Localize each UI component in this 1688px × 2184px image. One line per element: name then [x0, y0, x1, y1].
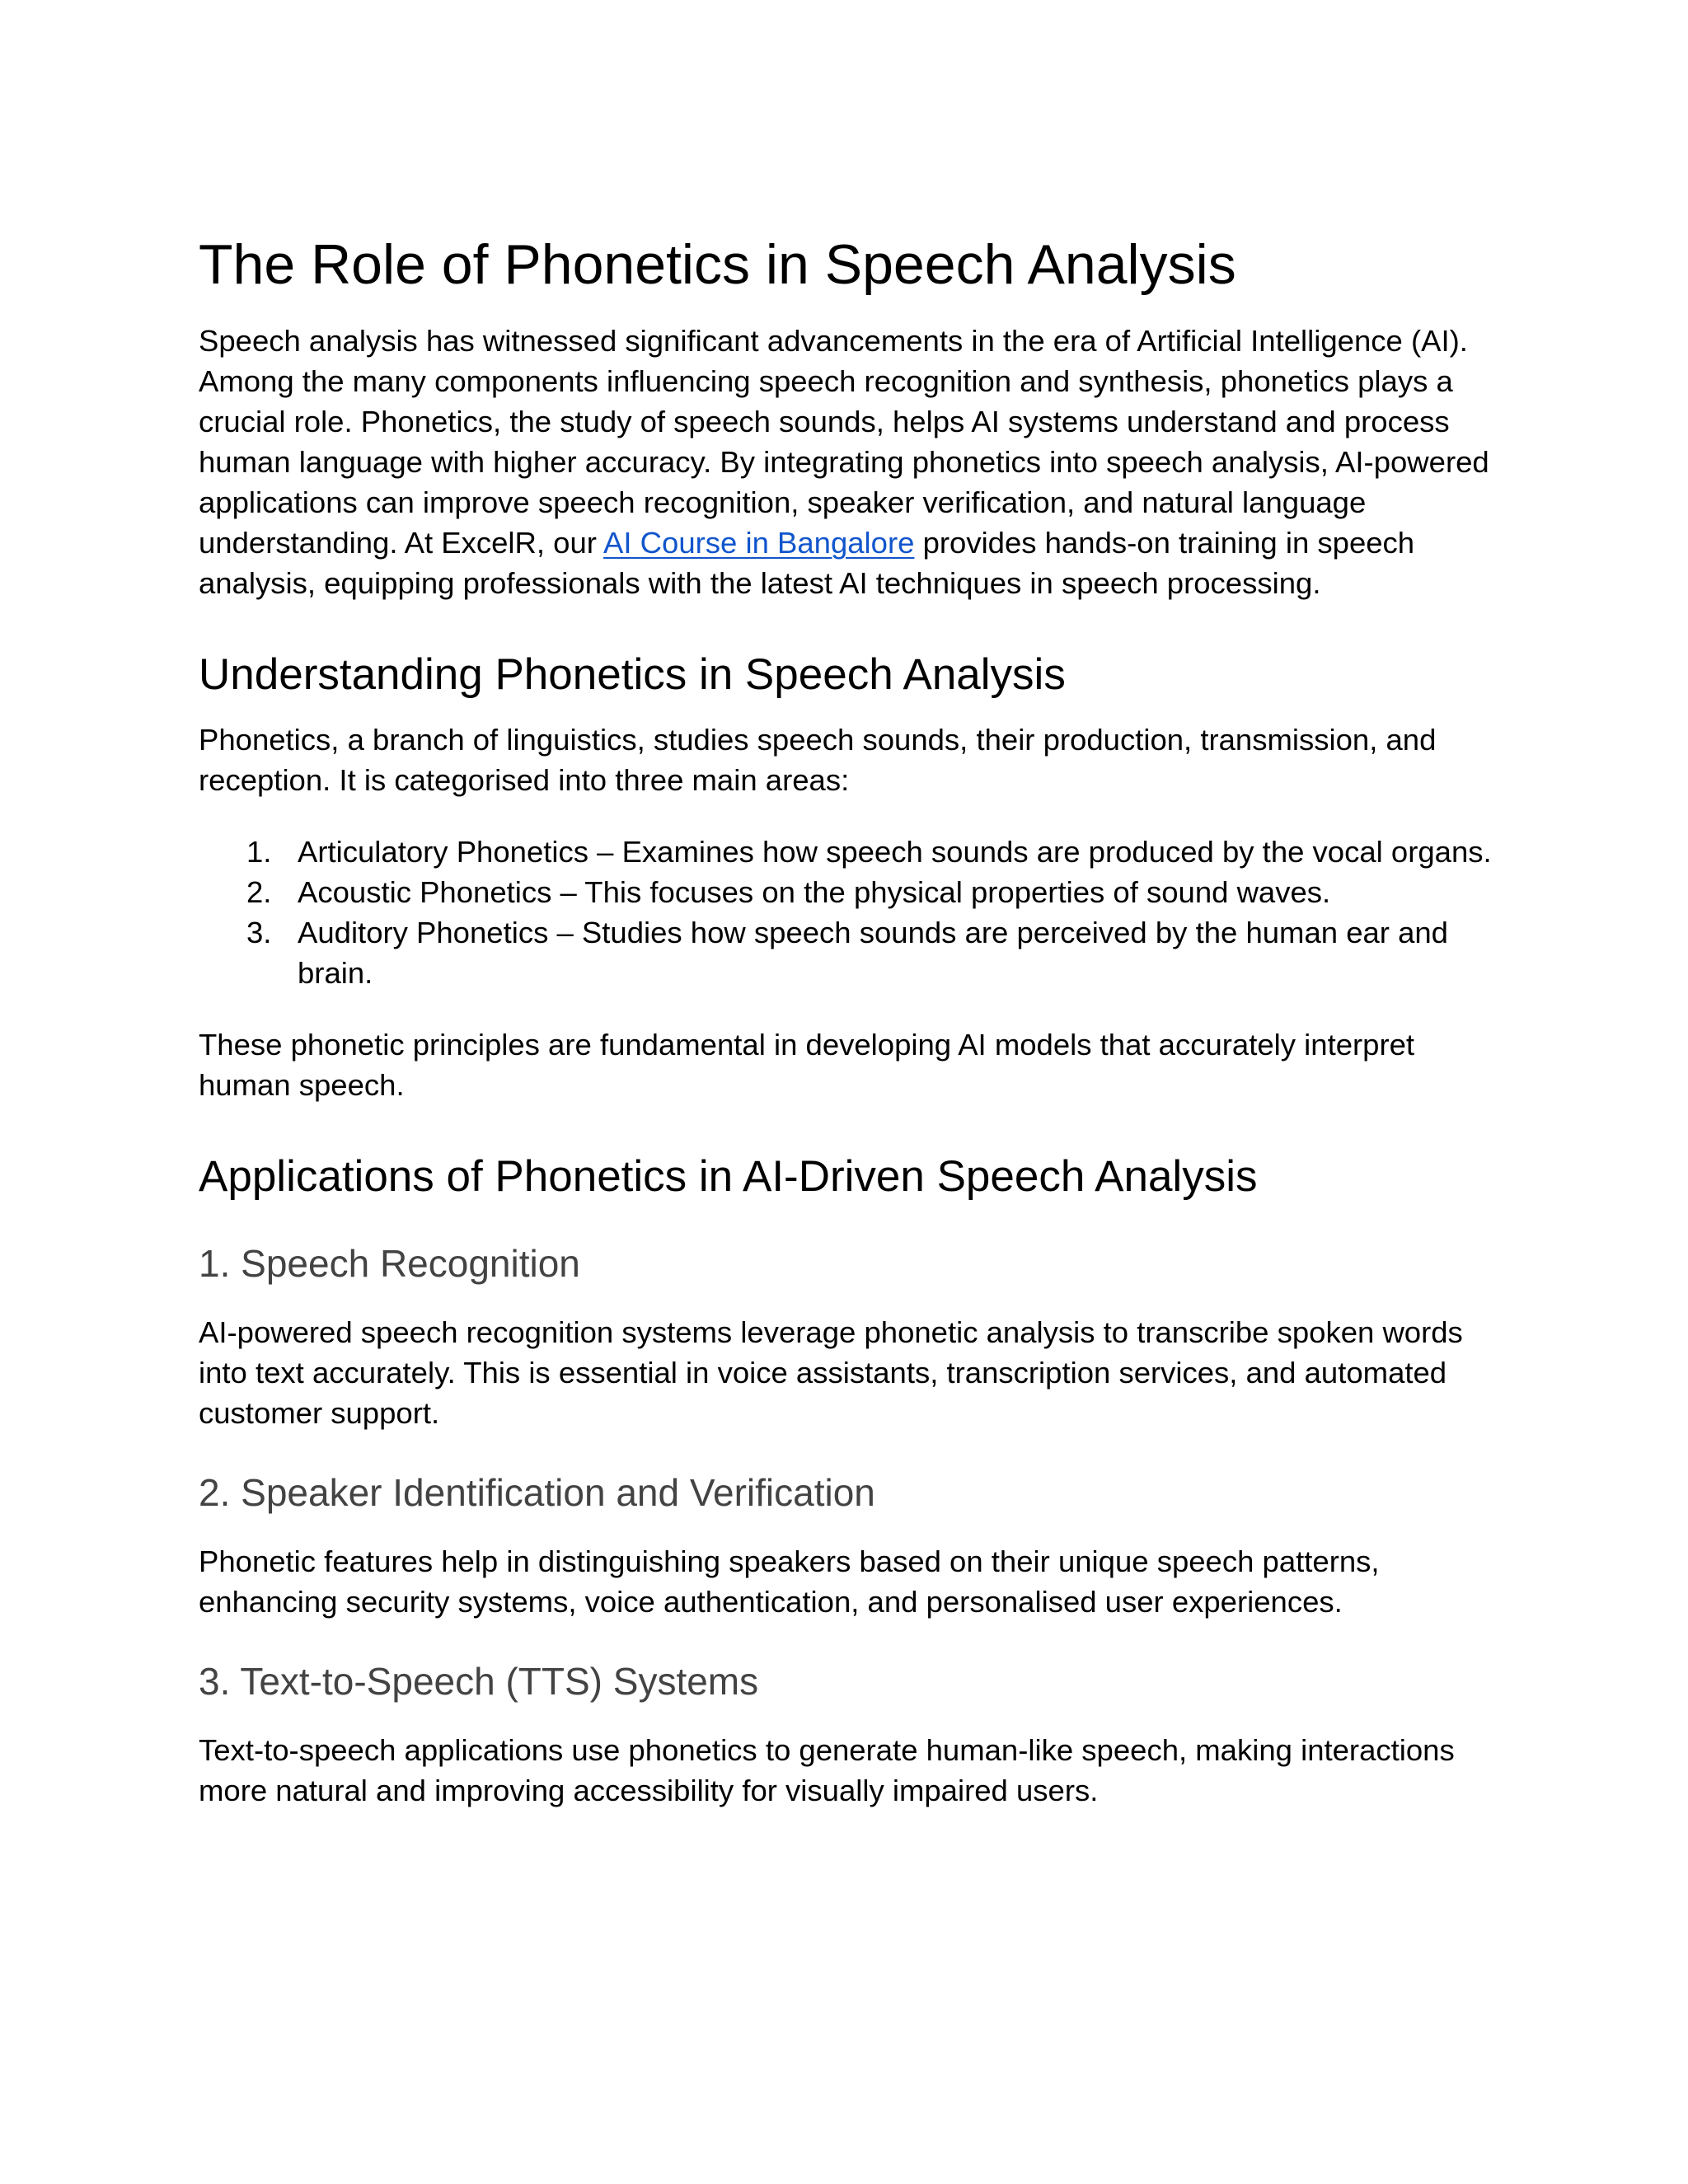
- tts-systems-paragraph: Text-to-speech applications use phonetics to generate human-like speech, making interactions more natural and improving accessibility for visually impaired users.: [199, 1733, 1455, 1807]
- list-item: [199, 912, 1501, 993]
- speech-recognition-paragraph: AI-powered speech recognition systems leverage phonetic analysis to transcribe spoken words into text accurately. This is essential in voice assistants, transcription services, and automated customer support.: [199, 1315, 1463, 1430]
- section-heading-applications: Applications of Phonetics in AI-Driven Speech Analysis: [199, 1152, 1258, 1201]
- list-item-text: Acoustic Phonetics – This focuses on the physical properties of sound waves.: [298, 875, 1331, 909]
- list-item-number: 1.: [246, 835, 272, 869]
- subsection-heading-speech-recognition: 1. Speech Recognition: [199, 1242, 580, 1285]
- list-item-number: 3.: [246, 916, 272, 949]
- intro-text-after-link: provides hands-on training in speech analysis, equipping professionals with the latest AI techniques in speech processing.: [199, 526, 1415, 600]
- understanding-paragraph: Phonetics, a branch of linguistics, studies speech sounds, their production, transmission, and reception. It is categorised into three main areas:: [199, 723, 1437, 797]
- list-item-text: Auditory Phonetics – Studies how speech sounds are perceived by the human ear and brain.: [298, 916, 1448, 990]
- page-title: The Role of Phonetics in Speech Analysis: [199, 233, 1236, 296]
- list-item: [199, 832, 1501, 872]
- list-item: [199, 872, 1501, 912]
- ai-course-link[interactable]: AI Course in Bangalore: [603, 526, 915, 560]
- intro-text-before-link: Speech analysis has witnessed significant advancements in the era of Artificial Intelligence (AI). Among the many components influencing speech recognition and synthesis, phonetics plays a crucial role. Phonetics, the study of speech sounds, helps AI systems understand and process human language with higher accuracy. By integrating phonetics into speech analysis, AI-powered applications can improve speech recognition, speaker verification, and natural language understanding. At ExcelR, our: [199, 324, 1489, 560]
- list-item-number: 2.: [246, 875, 272, 909]
- subsection-heading-speaker-identification: 2. Speaker Identification and Verification: [199, 1471, 875, 1514]
- phonetics-areas-list: [199, 832, 1501, 993]
- subsection-heading-tts-systems: 3. Text-to-Speech (TTS) Systems: [199, 1660, 759, 1703]
- speaker-identification-paragraph: Phonetic features help in distinguishing speakers based on their unique speech patterns, enhancing security systems, voice authentication, and personalised user experiences.: [199, 1544, 1380, 1619]
- section-heading-understanding: Understanding Phonetics in Speech Analysis: [199, 650, 1066, 699]
- list-item-text: Articulatory Phonetics – Examines how speech sounds are produced by the vocal organs.: [298, 835, 1492, 869]
- intro-paragraph: [199, 321, 1501, 603]
- understanding-closing-paragraph: These phonetic principles are fundamental in developing AI models that accurately interpret human speech.: [199, 1028, 1415, 1102]
- document-page: [199, 228, 1501, 1811]
